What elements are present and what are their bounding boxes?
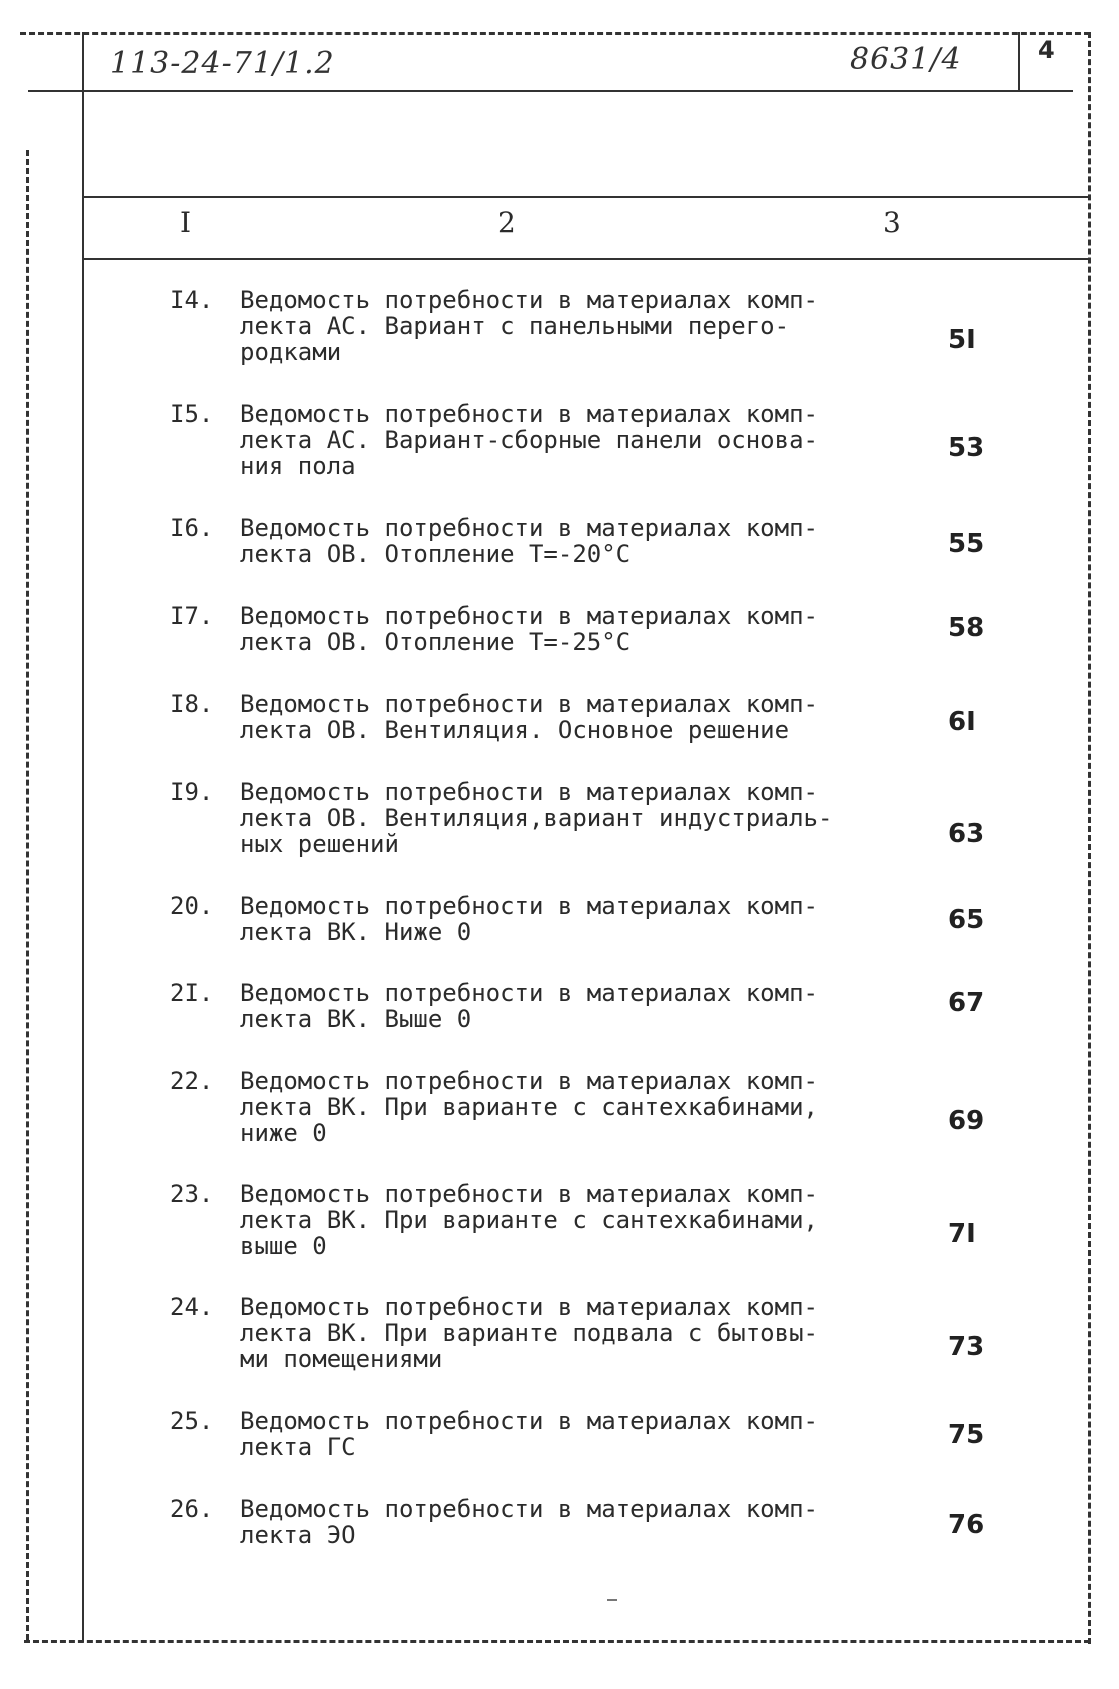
item-number: 22. — [170, 1067, 214, 1095]
left-inner-border — [82, 32, 84, 1642]
item-page: 53 — [948, 433, 985, 463]
list-item — [170, 691, 1070, 781]
item-text: Ведомость потребности в материалах комп- лекта ОВ. Отопление Т=-20°С — [240, 514, 818, 568]
header-underline — [28, 90, 1073, 92]
item-page: 63 — [948, 819, 985, 849]
item-page: 75 — [948, 1420, 985, 1450]
item-page: 5I — [948, 325, 976, 355]
list-item — [170, 1181, 1070, 1271]
list-item — [170, 1496, 1070, 1586]
item-page: 6I — [948, 707, 976, 737]
list-item — [170, 1294, 1070, 1384]
list-item — [170, 287, 1070, 377]
item-text: Ведомость потребности в материалах комп- лекта ОВ. Вентиляция. Основное решение — [240, 690, 818, 744]
item-page: 58 — [948, 613, 985, 643]
item-text: Ведомость потребности в материалах комп- лекта ВК. При варианте с сантехкабинами, ниже 0 — [240, 1067, 818, 1147]
item-number: 20. — [170, 892, 214, 920]
item-number: 23. — [170, 1180, 214, 1208]
item-number: I6. — [170, 514, 214, 542]
item-number: I9. — [170, 778, 214, 806]
right-border — [1088, 32, 1091, 1644]
item-text: Ведомость потребности в материалах комп- лекта ВК. При варианте с сантехкабинами, выше 0 — [240, 1180, 818, 1260]
item-text: Ведомость потребности в материалах комп- лекта АС. Вариант-сборные панели основа- ния пола — [240, 400, 818, 480]
item-number: 26. — [170, 1495, 214, 1523]
left-outer-border — [26, 150, 29, 1640]
item-text: Ведомость потребности в материалах комп- лекта АС. Вариант с панельными перего- родками — [240, 286, 818, 366]
item-text: Ведомость потребности в материалах комп- лекта ЭО — [240, 1495, 818, 1549]
table-header-top — [82, 196, 1090, 198]
list-item — [170, 893, 1070, 983]
inventory-number: 8631/4 — [850, 42, 962, 77]
table-header-bottom — [82, 258, 1090, 260]
column-header-1: I — [180, 206, 192, 239]
item-text: Ведомость потребности в материалах комп- лекта ГС — [240, 1407, 818, 1461]
sheet-box-divider — [1018, 32, 1020, 90]
item-page: 76 — [948, 1510, 985, 1540]
page-mark — [607, 1599, 617, 1601]
item-number: 2I. — [170, 979, 214, 1007]
item-page: 7I — [948, 1219, 976, 1249]
item-number: I5. — [170, 400, 214, 428]
bottom-border — [24, 1640, 1090, 1643]
item-number: I8. — [170, 690, 214, 718]
list-item — [170, 779, 1070, 869]
list-item — [170, 401, 1070, 491]
item-number: 25. — [170, 1407, 214, 1435]
item-page: 55 — [948, 529, 985, 559]
item-text: Ведомость потребности в материалах комп- лекта ОВ. Отопление Т=-25°С — [240, 602, 818, 656]
column-header-2: 2 — [498, 206, 516, 239]
list-item — [170, 515, 1070, 605]
item-page: 65 — [948, 905, 985, 935]
item-number: I4. — [170, 286, 214, 314]
sheet-number: 4 — [1038, 36, 1055, 64]
column-header-3: 3 — [883, 206, 901, 239]
list-item — [170, 980, 1070, 1070]
item-page: 73 — [948, 1332, 985, 1362]
list-item — [170, 1068, 1070, 1158]
item-number: 24. — [170, 1293, 214, 1321]
item-text: Ведомость потребности в материалах комп- лекта ВК. При варианте подвала с бытовы- ми помещениями — [240, 1293, 818, 1373]
item-page: 67 — [948, 988, 985, 1018]
item-number: I7. — [170, 602, 214, 630]
list-item — [170, 1408, 1070, 1498]
doc-code: 113-24-71/1.2 — [110, 46, 335, 81]
item-text: Ведомость потребности в материалах комп- лекта ВК. Выше 0 — [240, 979, 818, 1033]
item-text: Ведомость потребности в материалах комп- лекта ВК. Ниже 0 — [240, 892, 818, 946]
item-text: Ведомость потребности в материалах комп- лекта ОВ. Вентиляция,вариант индустриаль- ных решений — [240, 778, 833, 858]
list-item — [170, 603, 1070, 693]
top-border — [20, 32, 1090, 35]
item-page: 69 — [948, 1106, 985, 1136]
